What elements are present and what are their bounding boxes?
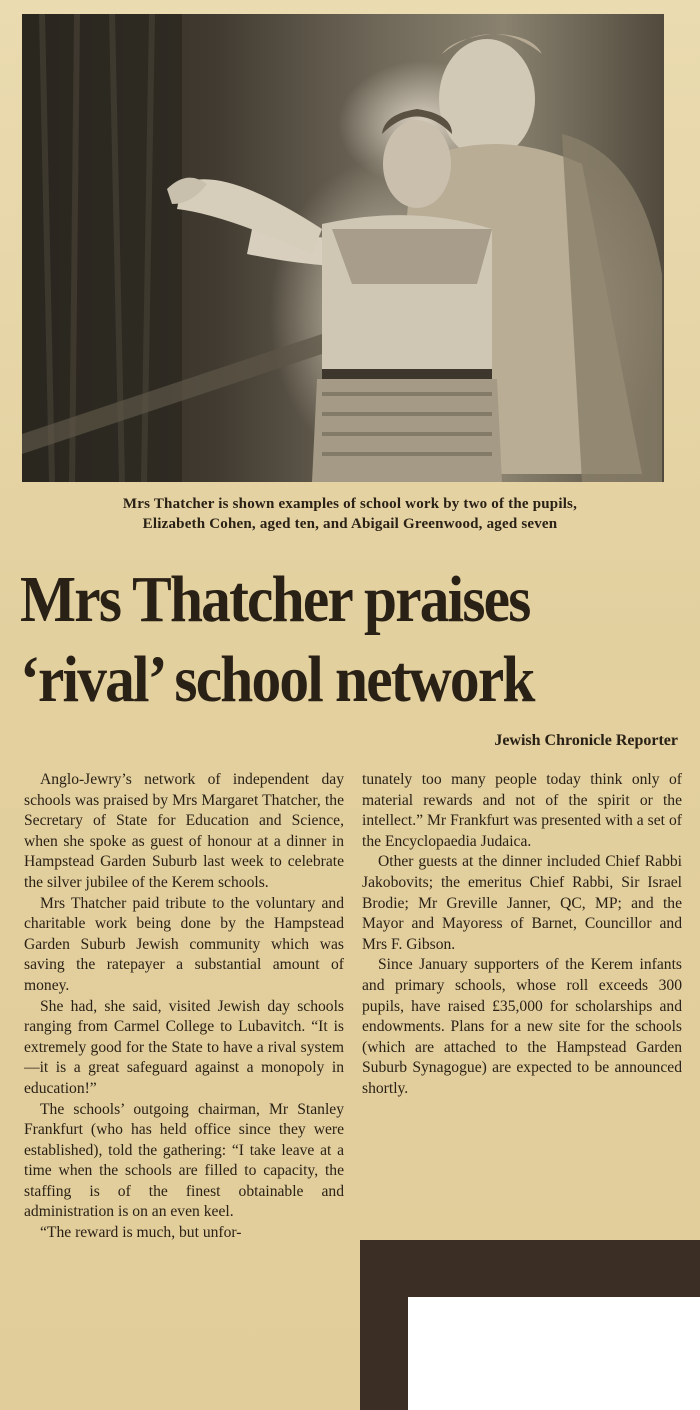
article-paragraph: The schools’ outgoing chairman, Mr Stanley Frankfurt (who has held office since they were established), told the gathering: “I take leave at a time when the schools are filled to capacity, the staffing is of the finest obtainable and administration is on an even keel. bbox=[24, 1100, 344, 1221]
article-column-right bbox=[362, 770, 682, 1100]
byline: Jewish Chronicle Reporter bbox=[494, 732, 678, 749]
caption-line: Elizabeth Cohen, aged ten, and Abigail Greenwood, aged seven bbox=[142, 516, 558, 532]
blank-paper-patch bbox=[408, 1297, 700, 1410]
article-paragraph: Other guests at the dinner included Chief Rabbi Jakobovits; the emeritus Chief Rabbi, Sir Israel Brodie; Mr Greville Janner, QC, MP; and the Mayor and Mayoress of Barnet, Councillor and Mrs F. Gibson. bbox=[362, 853, 682, 953]
headline-line: ‘rival’ school network bbox=[20, 643, 534, 716]
article-paragraph: tunately too many people today think only of material rewards and not of the spirit or the intellect.” Mr Frankfurt was presented with a set of the Encyclopaedia Judaica. bbox=[362, 771, 682, 850]
article-paragraph: Anglo-Jewry’s network of independent day schools was praised by Mrs Margaret Thatcher, the Secretary of State for Education and Science, when she spoke as guest of honour at a dinner in Hampstead Garden Suburb last week to celebrate the silver jubilee of the Kerem schools. bbox=[24, 771, 344, 891]
article-paragraph: “The reward is much, but unfor- bbox=[40, 1224, 242, 1242]
caption-line: Mrs Thatcher is shown examples of school work by two of the pupils, bbox=[122, 496, 578, 512]
headline-line: Mrs Thatcher praises bbox=[20, 563, 530, 636]
article-column-left bbox=[24, 770, 344, 1404]
news-photograph bbox=[22, 14, 664, 482]
photo-illustration bbox=[22, 14, 664, 482]
article-paragraph: Mrs Thatcher paid tribute to the voluntary and charitable work being done by the Hampstead Garden Suburb Jewish community which was saving the ratepayer a substantial amount of money. bbox=[24, 894, 344, 994]
article-paragraph: Since January supporters of the Kerem infants and primary schools, whose roll exceeds 300 pupils, have raised £35,000 for scholarships and endowments. Plans for a new site for the schools (which are attached to the Hampstead Garden Suburb Synagogue) are expected to be announced shortly. bbox=[362, 956, 682, 1097]
headline bbox=[20, 560, 623, 720]
photo-caption bbox=[16, 494, 684, 534]
article-paragraph: She had, she said, visited Jewish day schools ranging from Carmel College to Lubavitch. “It is extremely good for the State to have a rival system—it is a great safeguard against a monopoly in education!” bbox=[24, 997, 344, 1097]
